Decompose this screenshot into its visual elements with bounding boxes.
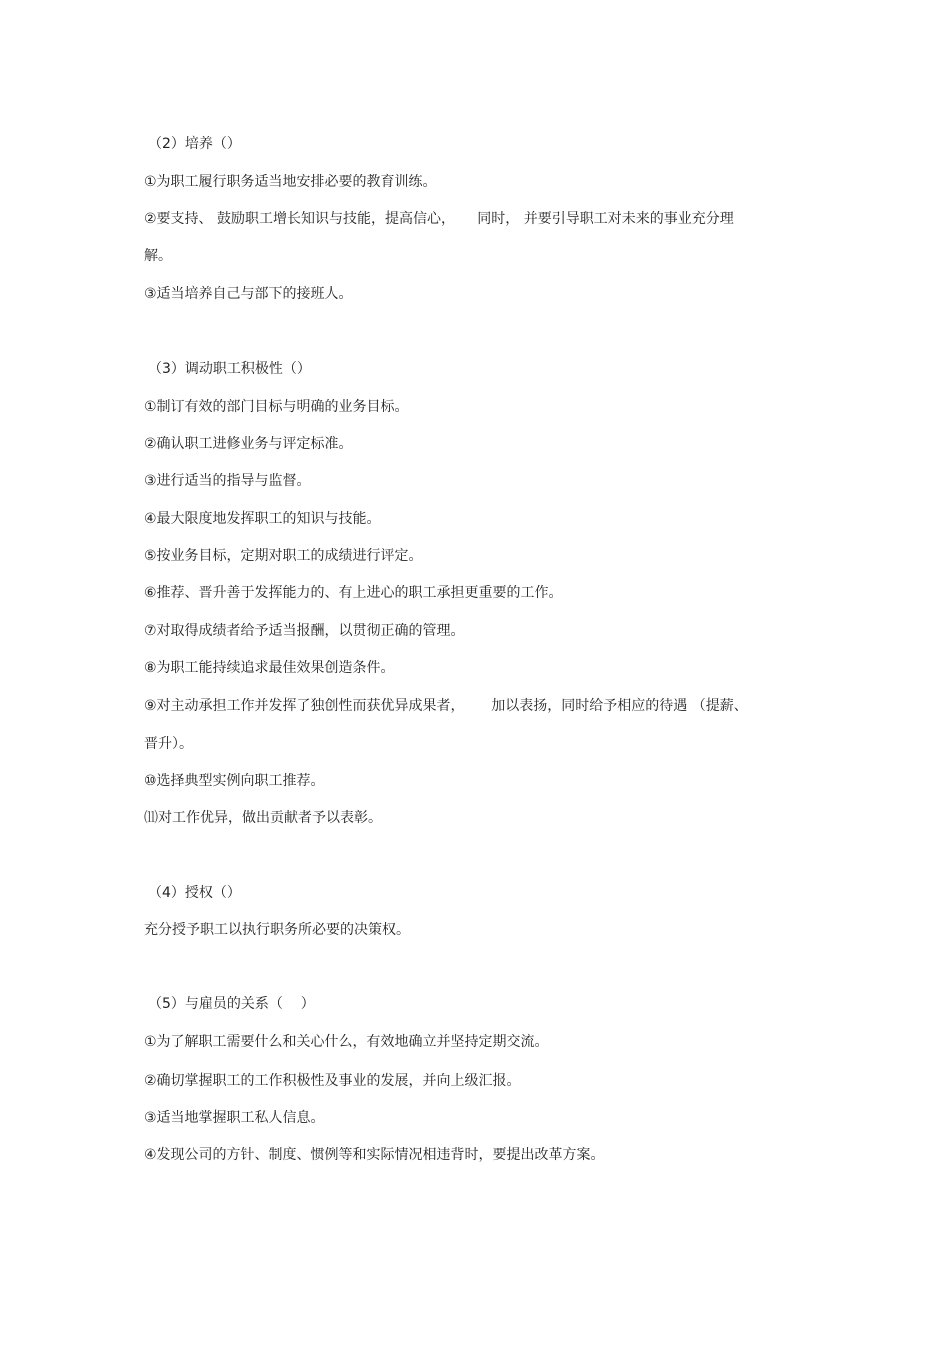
section-heading: （3）调动职工积极性（） <box>148 361 311 377</box>
paragraph-line: ③适当地掌握职工私人信息。 <box>144 1110 325 1126</box>
paragraph-line: ④发现公司的方针、制度、惯例等和实际情况相违背时，要提出改革方案。 <box>144 1147 605 1163</box>
paragraph-line: ⑾对工作优异，做出贡献者予以表彰。 <box>144 810 382 826</box>
section-heading: （5）与雇员的关系（ ） <box>148 996 315 1012</box>
paragraph-line: ⑩选择典型实例向职工推荐。 <box>144 773 325 789</box>
paragraph-line: ④最大限度地发挥职工的知识与技能。 <box>144 511 381 527</box>
paragraph-line: ③进行适当的指导与监督。 <box>144 473 311 489</box>
paragraph-line: ②要支持、 鼓励职工增长知识与技能，提高信心， 同时， 并要引导职工对未来的事业充分理 <box>144 211 734 227</box>
paragraph-line: ①制订有效的部门目标与明确的业务目标。 <box>144 399 409 415</box>
paragraph-line: ②确切掌握职工的工作积极性及事业的发展，并向上级汇报。 <box>144 1073 521 1089</box>
paragraph-line: 解。 <box>144 248 172 264</box>
paragraph-line: ②确认职工进修业务与评定标准。 <box>144 436 353 452</box>
paragraph-line: ⑦对取得成绩者给予适当报酬，以贯彻正确的管理。 <box>144 623 465 639</box>
paragraph-line: ⑨对主动承担工作并发挥了独创性而获优异成果者， 加以表扬，同时给予相应的待遇 （提薪、 <box>144 698 748 714</box>
paragraph-line: 晋升）。 <box>144 736 193 752</box>
section-heading: （4）授权（） <box>148 885 241 901</box>
paragraph-line: ①为职工履行职务适当地安排必要的教育训练。 <box>144 174 437 190</box>
section-heading: （2）培养（） <box>148 136 241 152</box>
paragraph-line: ⑥推荐、晋升善于发挥能力的、有上进心的职工承担更重要的工作。 <box>144 585 563 601</box>
paragraph-line: ③适当培养自己与部下的接班人。 <box>144 286 353 302</box>
paragraph-line: ⑤按业务目标，定期对职工的成绩进行评定。 <box>144 548 423 564</box>
paragraph-line: ⑧为职工能持续追求最佳效果创造条件。 <box>144 660 395 676</box>
paragraph-line: 充分授予职工以执行职务所必要的决策权。 <box>144 922 410 938</box>
paragraph-line: ①为了解职工需要什么和关心什么，有效地确立并坚持定期交流。 <box>144 1034 549 1050</box>
